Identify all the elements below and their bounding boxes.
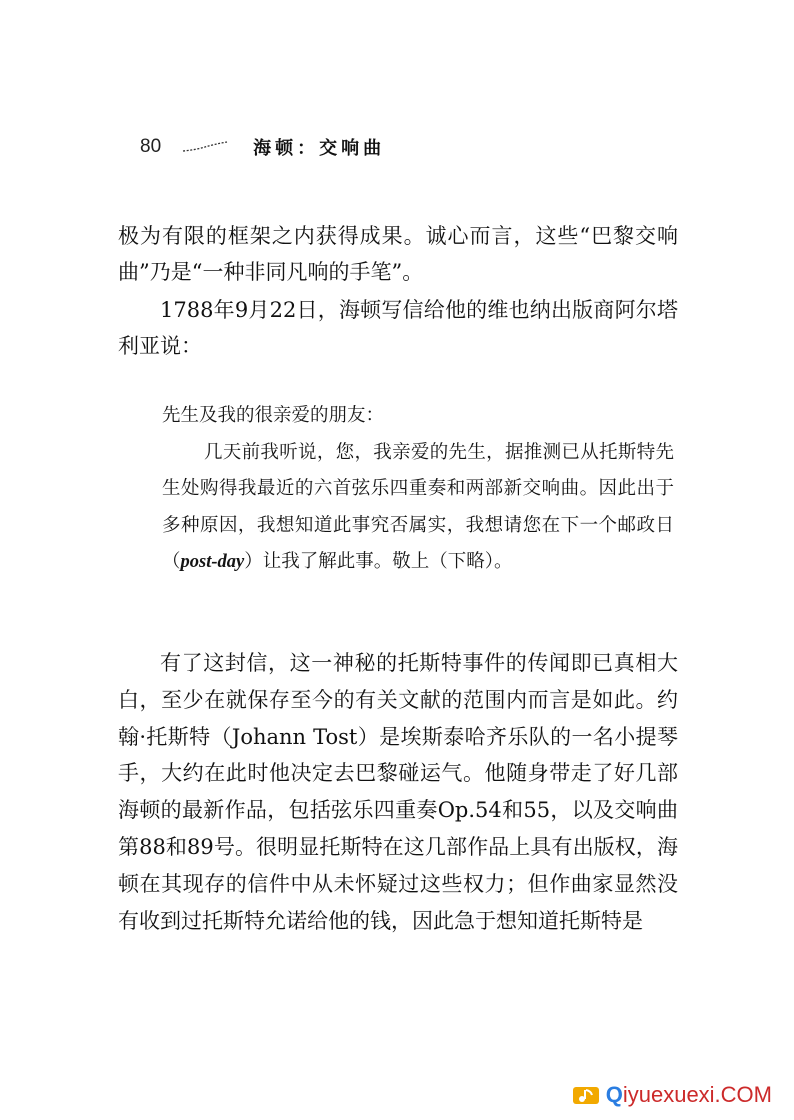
quoted-letter [162,398,674,581]
paragraph-1: 极为有限的框架之内获得成果。诚心而言，这些“巴黎交响曲”乃是“一种非同凡响的手笔”。 [118,224,678,284]
site-watermark [572,1082,772,1108]
paragraph-2: 1788年9月22日，海顿写信给他的维也纳出版商阿尔塔利亚说： [118,298,678,358]
letter-italic-term: post-day [180,552,245,572]
watermark-text: iyuexuexi.COM [622,1082,772,1107]
running-title: 海顿：交响曲 [253,138,386,159]
letter-salutation: 先生及我的很亲爱的朋友： [162,405,385,426]
letter-body-text: 几天前我听说，您，我亲爱的先生，据推测已从托斯特先生处购得我最近的六首弦乐四重奏和两部新交响曲。因此出于多种原因，我想知道此事究否属实，我想请您在下一个邮政日（ [162,441,674,572]
paragraph-3: 有了这封信，这一神秘的托斯特事件的传闻即已真相大白，至少在就保存至今的有关文献的范围内而言是如此。约翰·托斯特（Johann Tost）是埃斯泰哈齐乐队的一名小提琴手，大约在此时他决定去巴黎碰运气。他随身带走了好几部海顿的最新作品，包括弦乐四重奏Op.54和55，以及交响曲第88和89号。很明显托斯特在这几部作品上具有出版权，海顿在其现存的信件中从未怀疑过这些权力；但作曲家显然没有收到过托斯特允诺给他的钱，因此急于想知道托斯特是 [118,651,678,933]
ornament-icon [181,140,229,154]
music-note-icon [572,1084,600,1106]
letter-body-ending: ）让我了解此事。敬上（下略）。 [244,551,513,572]
watermark-initial: Q [605,1082,623,1107]
letter-body [162,435,674,581]
page-number: 80 [140,136,162,157]
page-header [140,132,385,162]
